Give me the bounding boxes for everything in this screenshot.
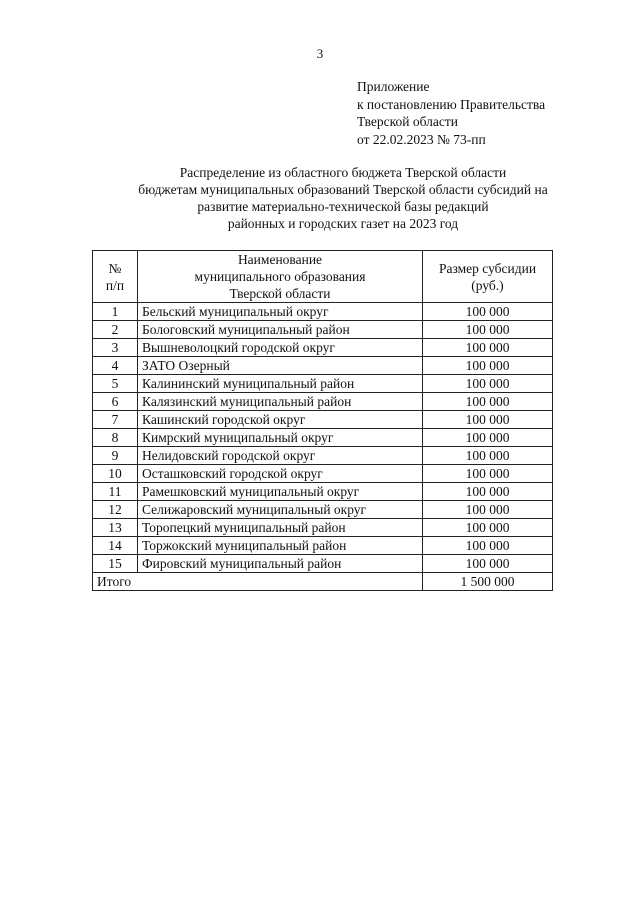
page-number: 3 bbox=[316, 46, 324, 61]
row-amount: 100 000 bbox=[423, 537, 553, 555]
row-number: 7 bbox=[93, 411, 138, 429]
row-name: Фировский муниципальный район bbox=[138, 555, 423, 573]
row-amount: 100 000 bbox=[423, 411, 553, 429]
table-row bbox=[93, 537, 553, 555]
row-number: 5 bbox=[93, 375, 138, 393]
table-row bbox=[93, 339, 553, 357]
table-row bbox=[93, 375, 553, 393]
table-row bbox=[93, 357, 553, 375]
row-amount: 100 000 bbox=[423, 483, 553, 501]
table-row bbox=[93, 555, 553, 573]
table-row bbox=[93, 303, 553, 321]
total-row bbox=[93, 573, 553, 591]
row-amount: 100 000 bbox=[423, 501, 553, 519]
row-amount: 100 000 bbox=[423, 339, 553, 357]
row-name: Кимрский муниципальный округ bbox=[138, 429, 423, 447]
row-amount: 100 000 bbox=[423, 429, 553, 447]
row-number: 11 bbox=[93, 483, 138, 501]
table-row bbox=[93, 465, 553, 483]
title-line: районных и городских газет на 2023 год bbox=[227, 216, 459, 231]
row-name: Кашинский городской округ bbox=[138, 411, 423, 429]
row-amount: 100 000 bbox=[423, 375, 553, 393]
row-name: Бельский муниципальный округ bbox=[138, 303, 423, 321]
table-row bbox=[93, 483, 553, 501]
row-amount: 100 000 bbox=[423, 393, 553, 411]
title-line: развитие материально-технической базы редакций bbox=[197, 199, 489, 214]
total-label: Итого bbox=[93, 573, 423, 591]
row-name: Калининский муниципальный район bbox=[138, 375, 423, 393]
title-line: Распределение из областного бюджета Тверской области bbox=[179, 165, 507, 180]
row-number: 4 bbox=[93, 357, 138, 375]
row-name: Рамешковский муниципальный округ bbox=[138, 483, 423, 501]
table-row bbox=[93, 321, 553, 339]
row-number: 6 bbox=[93, 393, 138, 411]
appendix-block bbox=[357, 78, 545, 148]
row-amount: 100 000 bbox=[423, 357, 553, 375]
document-title bbox=[0, 164, 640, 232]
row-amount: 100 000 bbox=[423, 447, 553, 465]
header-number: № п/п bbox=[93, 251, 138, 303]
row-number: 9 bbox=[93, 447, 138, 465]
row-number: 15 bbox=[93, 555, 138, 573]
row-number: 12 bbox=[93, 501, 138, 519]
row-name: Селижаровский муниципальный округ bbox=[138, 501, 423, 519]
title-line: бюджетам муниципальных образований Тверской области субсидий на bbox=[138, 182, 548, 197]
appendix-line: Приложение bbox=[357, 79, 430, 94]
table-row bbox=[93, 447, 553, 465]
row-name: ЗАТО Озерный bbox=[138, 357, 423, 375]
row-name: Бологовский муниципальный район bbox=[138, 321, 423, 339]
row-number: 14 bbox=[93, 537, 138, 555]
table-row bbox=[93, 519, 553, 537]
table-row bbox=[93, 411, 553, 429]
appendix-line: от 22.02.2023 № 73-пп bbox=[357, 131, 486, 147]
row-number: 2 bbox=[93, 321, 138, 339]
row-name: Нелидовский городской округ bbox=[138, 447, 423, 465]
table-row bbox=[93, 429, 553, 447]
row-name: Осташковский городской округ bbox=[138, 465, 423, 483]
row-amount: 100 000 bbox=[423, 465, 553, 483]
appendix-line: Тверской области bbox=[357, 114, 458, 129]
table-row bbox=[93, 393, 553, 411]
row-name: Торжокский муниципальный район bbox=[138, 537, 423, 555]
table-row bbox=[93, 501, 553, 519]
header-amount: Размер субсидии (руб.) bbox=[423, 251, 553, 303]
row-amount: 100 000 bbox=[423, 303, 553, 321]
row-number: 13 bbox=[93, 519, 138, 537]
row-number: 8 bbox=[93, 429, 138, 447]
row-number: 3 bbox=[93, 339, 138, 357]
subsidy-table bbox=[92, 250, 553, 591]
row-amount: 100 000 bbox=[423, 555, 553, 573]
row-amount: 100 000 bbox=[423, 519, 553, 537]
row-amount: 100 000 bbox=[423, 321, 553, 339]
appendix-line: к постановлению Правительства bbox=[357, 96, 546, 112]
table-header-row bbox=[93, 251, 553, 303]
row-number: 1 bbox=[93, 303, 138, 321]
row-name: Калязинский муниципальный район bbox=[138, 393, 423, 411]
header-name: Наименование муниципального образования Тверской области bbox=[138, 251, 423, 303]
total-amount: 1 500 000 bbox=[423, 573, 553, 591]
row-name: Вышневолоцкий городской округ bbox=[138, 339, 423, 357]
row-number: 10 bbox=[93, 465, 138, 483]
row-name: Торопецкий муниципальный район bbox=[138, 519, 423, 537]
